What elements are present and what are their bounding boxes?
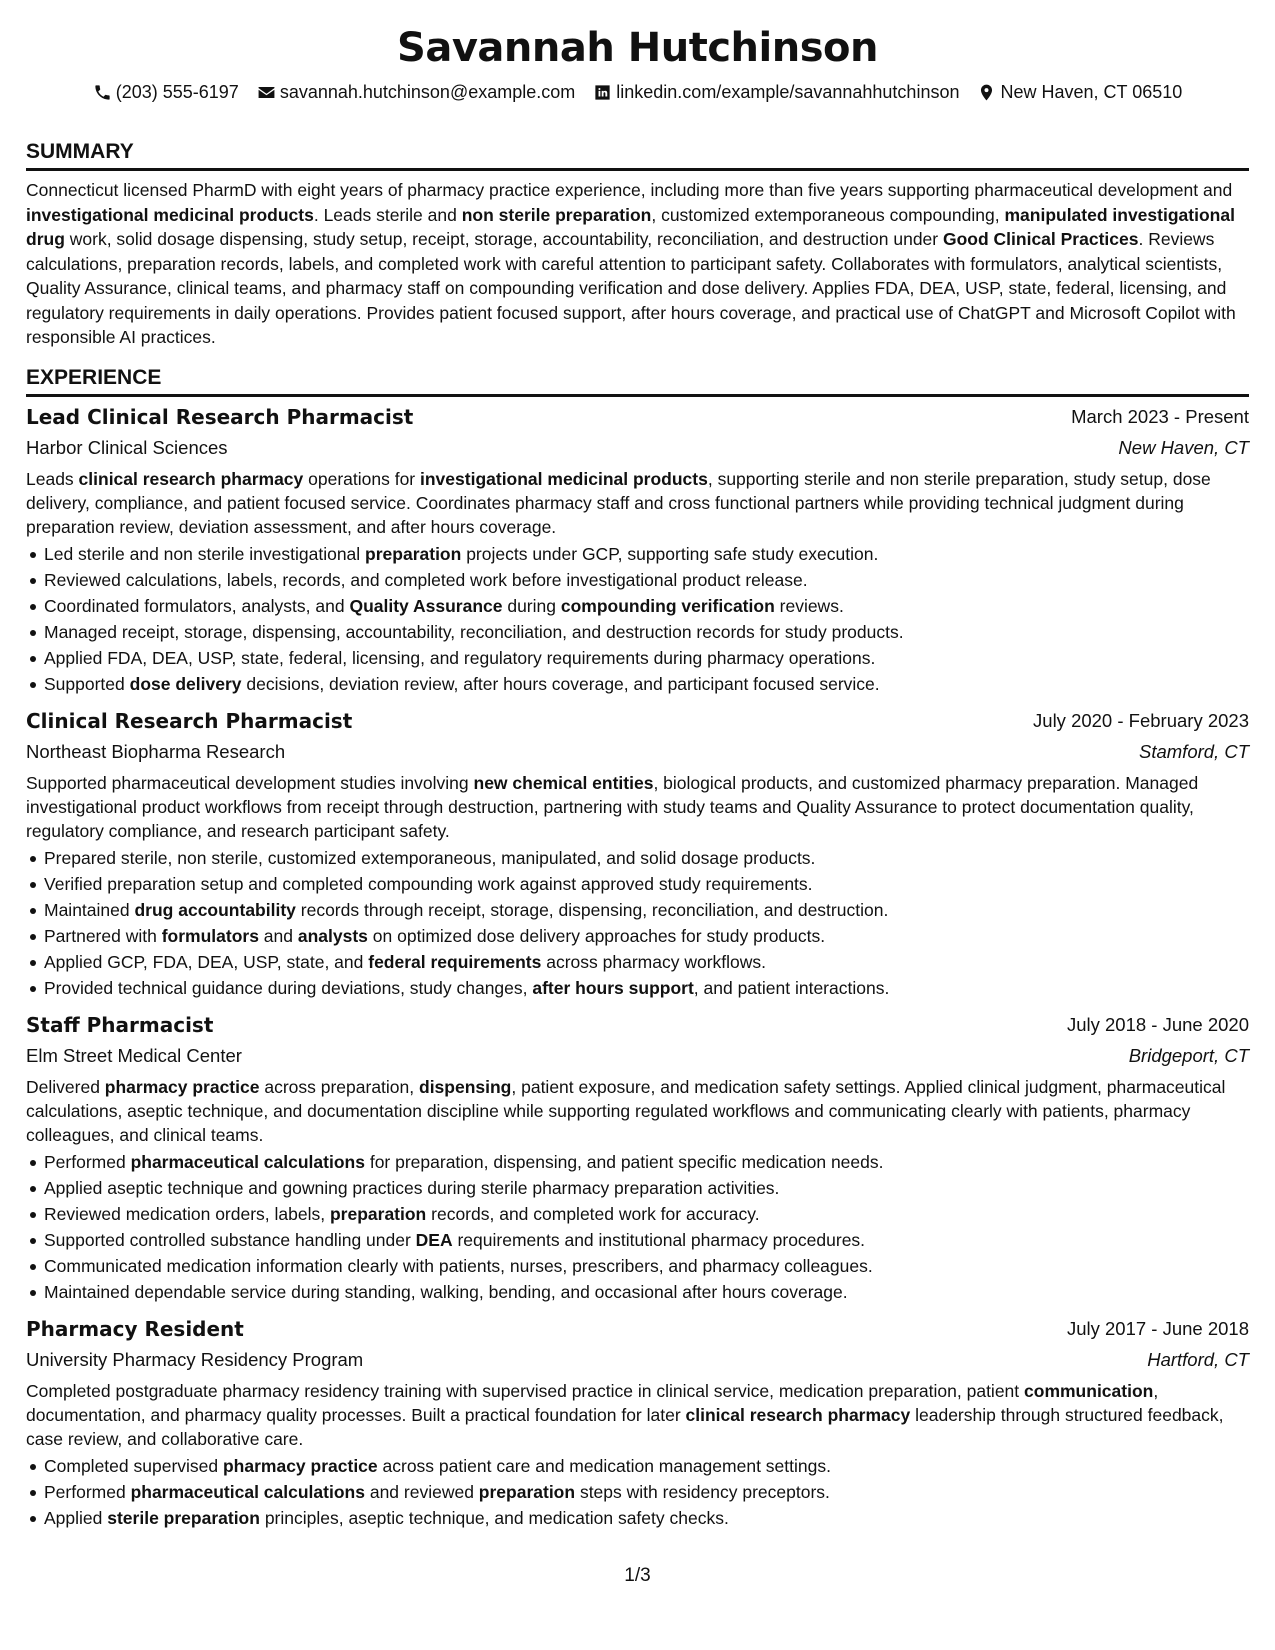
resume-page <box>26 0 1249 1531</box>
text-segment: operations for <box>303 468 420 489</box>
bold-text: dispensing <box>419 1076 512 1097</box>
job-location: Stamford, CT <box>1139 740 1249 762</box>
job-header <box>26 403 1249 431</box>
text-segment: steps with residency preceptors. <box>575 1481 830 1502</box>
bold-text: pharmaceutical calculations <box>130 1481 365 1502</box>
job-bullets <box>26 541 1249 697</box>
bullet-item <box>44 1149 1249 1175</box>
job-subheader <box>26 433 1249 463</box>
job-location: Bridgeport, CT <box>1128 1044 1249 1066</box>
job-entry <box>26 403 1249 697</box>
text-segment: leadership through structured feedback, case review, and collaborative care. <box>26 1404 1224 1449</box>
bold-text: clinical research pharmacy <box>78 468 304 489</box>
bold-text: investigational medicinal products <box>26 204 314 225</box>
text-segment: Provided technical guidance during deviations, study changes, <box>44 977 533 998</box>
job-entry <box>26 1315 1249 1531</box>
bold-text: drug accountability <box>134 899 296 920</box>
bullet-item <box>44 975 1249 1001</box>
text-segment: Delivered <box>26 1076 105 1097</box>
text-segment: Supported pharmaceutical development studies involving <box>26 772 474 793</box>
text-segment: Completed supervised <box>44 1455 223 1476</box>
bullet-item <box>44 897 1249 923</box>
job-dates: July 2017 - June 2018 <box>1066 1317 1249 1339</box>
bullet-item <box>44 593 1249 619</box>
contact-email[interactable] <box>257 80 575 104</box>
bold-text: preparation <box>329 1203 427 1224</box>
text-segment: projects under GCP, supporting safe study execution. <box>461 543 879 564</box>
bullet-item <box>44 671 1249 697</box>
contact-phone-text: (203) 555-6197 <box>115 82 239 102</box>
bullet-item <box>44 1279 1249 1305</box>
text-segment: Led sterile and non sterile investigational <box>44 543 366 564</box>
bold-text: Good Clinical Practices <box>942 229 1139 249</box>
job-company: Elm Street Medical Center <box>26 1044 242 1066</box>
text-segment: Applied aseptic technique and gowning practices during sterile pharmacy preparation activities. <box>44 1177 780 1198</box>
text-segment: Maintained dependable service during standing, walking, bending, and occasional after hours coverage. <box>44 1281 848 1302</box>
job-header <box>26 707 1249 735</box>
text-segment: , patient exposure, and medication safety settings. Applied clinical judgment, pharmaceutical calculations, aseptic technique, and documentation discipline while supporting regulated workflows and communicating clearly with patients, pharmacy colleagues, and clinical teams. <box>26 1076 1226 1145</box>
summary-divider <box>26 168 1249 171</box>
bold-text: Quality Assurance <box>349 595 503 616</box>
text-segment: . Reviews calculations, preparation records, labels, and completed work with careful attention to participant safety. Collaborates with formulators, analytical scientists, Quality Assurance, clinical teams, and pharmacy staff on compounding verification and dose delivery. Applies FDA, DEA, USP, state, federal, licensing, and regulatory requirements in daily operations. Provides patient focused support, after hours coverage, and practical use of ChatGPT and Microsoft Copilot with responsible AI practices. <box>26 229 1236 347</box>
text-segment: records through receipt, storage, dispensing, reconciliation, and destruction. <box>295 899 889 920</box>
bold-text: pharmaceutical calculations <box>130 1151 365 1172</box>
bold-text: analysts <box>297 925 368 946</box>
contact-linkedin[interactable] <box>593 80 959 104</box>
bold-text: dose delivery <box>129 673 242 694</box>
job-title: Pharmacy Resident <box>26 1316 244 1341</box>
bullet-item <box>44 1505 1249 1531</box>
text-segment: for preparation, dispensing, and patient specific medication needs. <box>364 1151 884 1172</box>
text-segment: across patient care and medication management settings. <box>377 1455 831 1476</box>
text-segment: , customized extemporaneous compounding, <box>651 204 1005 225</box>
contact-location-text: New Haven, CT 06510 <box>1000 82 1183 102</box>
text-segment: across pharmacy workflows. <box>541 951 767 972</box>
linkedin-icon <box>593 83 612 102</box>
bullet-item <box>44 1227 1249 1253</box>
text-segment: reviews. <box>774 595 844 616</box>
job-subheader <box>26 1041 1249 1071</box>
bold-text: preparation <box>478 1481 576 1502</box>
phone-icon <box>93 83 112 102</box>
bold-text: federal requirements <box>368 951 542 972</box>
text-segment: across preparation, <box>259 1076 419 1097</box>
text-segment: Reviewed calculations, labels, records, and completed work before investigational product release. <box>44 569 808 590</box>
text-segment: decisions, deviation review, after hours coverage, and participant focused service. <box>241 673 880 694</box>
text-segment: requirements and institutional pharmacy procedures. <box>452 1229 866 1250</box>
job-dates: July 2020 - February 2023 <box>1033 709 1249 731</box>
text-segment: on optimized dose delivery approaches for study products. <box>367 925 826 946</box>
text-segment: records, and completed work for accuracy. <box>426 1203 760 1224</box>
job-title: Staff Pharmacist <box>26 1012 214 1037</box>
job-bullets <box>26 845 1249 1001</box>
job-company: Northeast Biopharma Research <box>26 740 286 762</box>
bold-text: clinical research pharmacy <box>685 1404 911 1425</box>
bullet-item <box>44 1253 1249 1279</box>
job-bullets <box>26 1149 1249 1305</box>
text-segment: Communicated medication information clearly with patients, nurses, prescribers, and pharmacy colleagues. <box>44 1255 873 1276</box>
bullet-item <box>44 541 1249 567</box>
text-segment: work, solid dosage dispensing, study setup, receipt, storage, accountability, reconciliation, and destruction under <box>64 229 943 249</box>
text-segment: Maintained <box>44 899 135 920</box>
bullet-item <box>44 619 1249 645</box>
text-segment: Coordinated formulators, analysts, and <box>44 595 350 616</box>
text-segment: Applied GCP, FDA, DEA, USP, state, and <box>44 951 369 972</box>
text-segment: . Leads sterile and <box>313 204 462 225</box>
text-segment: , documentation, and pharmacy quality processes. Built a practical foundation for later <box>26 1380 1159 1425</box>
job-title: Lead Clinical Research Pharmacist <box>26 404 414 429</box>
contact-linkedin-text: linkedin.com/example/savannahhutchinson <box>616 82 960 102</box>
summary-heading: SUMMARY <box>26 140 134 163</box>
map-pin-icon <box>977 83 996 102</box>
contact-location <box>977 80 1182 104</box>
text-segment: , supporting sterile and non sterile preparation, study setup, dose delivery, compliance, and patient focused service. Coordinates pharmacy staff and cross functional partners while providing technical judgment during preparation review, deviation assessment, and after hours coverage. <box>26 468 1211 537</box>
text-segment: and <box>258 925 298 946</box>
job-location: New Haven, CT <box>1118 436 1249 458</box>
text-segment: Performed <box>44 1151 131 1172</box>
experience-heading: EXPERIENCE <box>26 365 162 389</box>
job-company: Harbor Clinical Sciences <box>26 436 228 458</box>
contact-email-text: savannah.hutchinson@example.com <box>279 82 576 102</box>
bold-text: after hours support <box>532 977 694 998</box>
bold-text: investigational medicinal products <box>420 468 708 489</box>
bullet-item <box>44 871 1249 897</box>
bullet-item <box>44 1175 1249 1201</box>
job-dates: July 2018 - June 2020 <box>1066 1013 1249 1035</box>
job-company: University Pharmacy Residency Program <box>26 1348 364 1370</box>
bold-text: sterile preparation <box>107 1507 260 1528</box>
text-segment: Applied <box>44 1507 108 1528</box>
contact-bar <box>26 80 1249 104</box>
bold-text: communication <box>1024 1380 1154 1401</box>
envelope-icon <box>257 83 276 102</box>
job-title: Clinical Research Pharmacist <box>26 708 353 733</box>
text-segment: Completed postgraduate pharmacy residency training with supervised practice in clinical service, medication preparation, patient <box>26 1380 1025 1401</box>
job-subheader <box>26 737 1249 767</box>
bold-text: formulators <box>161 925 259 946</box>
job-description <box>26 771 1249 843</box>
bold-text: pharmacy practice <box>222 1455 378 1476</box>
job-subheader <box>26 1345 1249 1375</box>
text-segment: Verified preparation setup and completed compounding work against approved study requirements. <box>44 873 813 894</box>
job-entry <box>26 707 1249 1001</box>
job-location: Hartford, CT <box>1147 1348 1249 1370</box>
text-segment: Supported <box>44 673 130 694</box>
bullet-item <box>44 845 1249 871</box>
text-segment: and reviewed <box>364 1481 479 1502</box>
bold-text: preparation <box>365 543 462 564</box>
text-segment: Prepared sterile, non sterile, customized extemporaneous, manipulated, and solid dosage products. <box>44 847 816 868</box>
job-entry <box>26 1011 1249 1305</box>
bullet-item <box>44 949 1249 975</box>
text-segment: Connecticut licensed PharmD with eight years of pharmacy practice experience, including more than five years supporting pharmaceutical development and <box>26 180 1233 200</box>
bullet-item <box>44 1201 1249 1227</box>
text-segment: Supported controlled substance handling under <box>44 1229 416 1250</box>
bold-text: new chemical entities <box>473 772 654 793</box>
job-header <box>26 1315 1249 1343</box>
text-segment: Leads <box>26 468 79 489</box>
job-description <box>26 1075 1249 1147</box>
page-number: 1/3 <box>624 1565 651 1586</box>
text-segment: principles, aseptic technique, and medication safety checks. <box>259 1507 729 1528</box>
bullet-item <box>44 923 1249 949</box>
bold-text: pharmacy practice <box>104 1076 260 1097</box>
text-segment: during <box>502 595 561 616</box>
text-segment: , and patient interactions. <box>693 977 890 998</box>
bold-text: DEA <box>415 1229 453 1250</box>
text-segment: Managed receipt, storage, dispensing, accountability, reconciliation, and destruction records for study products. <box>44 621 904 642</box>
experience-divider <box>26 394 1249 397</box>
job-description <box>26 1379 1249 1451</box>
text-segment: Reviewed medication orders, labels, <box>44 1203 330 1224</box>
bold-text: manipulated investigational drug <box>26 204 1235 249</box>
text-segment: Performed <box>44 1481 131 1502</box>
job-header <box>26 1011 1249 1039</box>
text-segment: , biological products, and customized pharmacy preparation. Managed investigational product workflows from receipt through destruction, partnering with study teams and Quality Assurance to protect documentation quality, regulatory compliance, and research participant safety. <box>26 772 1199 841</box>
experience-list <box>26 403 1249 1531</box>
bullet-item <box>44 645 1249 671</box>
bullet-item <box>44 1479 1249 1505</box>
text-segment: Applied FDA, DEA, USP, state, federal, licensing, and regulatory requirements during pharmacy operations. <box>44 647 876 668</box>
bullet-item <box>44 1453 1249 1479</box>
job-description <box>26 467 1249 539</box>
job-bullets <box>26 1453 1249 1531</box>
contact-phone[interactable] <box>93 80 239 104</box>
text-segment: Partnered with <box>44 925 162 946</box>
bold-text: compounding verification <box>560 595 775 616</box>
bold-text: non sterile preparation <box>461 204 652 225</box>
job-dates: March 2023 - Present <box>1071 405 1249 427</box>
candidate-name: Savannah Hutchinson <box>397 25 878 71</box>
bullet-item <box>44 567 1249 593</box>
summary-text <box>26 178 1249 350</box>
